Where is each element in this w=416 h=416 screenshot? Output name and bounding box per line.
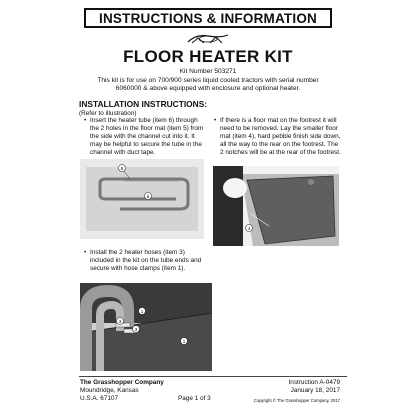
callout-label: 5 bbox=[120, 166, 124, 171]
installation-heading: INSTALLATION INSTRUCTIONS: bbox=[79, 99, 208, 109]
footrest-mat-photo bbox=[213, 166, 339, 246]
kit-number: Kit Number 503271 bbox=[179, 68, 237, 75]
document-date: January 18, 2017 bbox=[290, 387, 340, 394]
company-city: Moundridge, Kansas bbox=[80, 387, 139, 394]
footer-divider bbox=[79, 376, 347, 377]
bullet-icon: • bbox=[84, 249, 87, 256]
callout-label: 1 bbox=[140, 309, 144, 314]
step-item bbox=[84, 117, 208, 157]
step-item bbox=[84, 249, 208, 273]
document-banner: INSTRUCTIONS & INFORMATION bbox=[84, 8, 332, 28]
intro-paragraph: This kit is for use on 700/900 series liquid cooled tractors with serial number 6060000 & above equipped with enclosure and optional heater. bbox=[97, 77, 319, 92]
heater-hoses-photo bbox=[80, 283, 212, 371]
refer-note: (Refer to illustration) bbox=[79, 110, 137, 117]
heater-tube-photo bbox=[80, 159, 204, 239]
company-name: The Grasshopper Company bbox=[80, 379, 164, 386]
step-text: Insert the heater tube (item 6) through the 2 holes in the floor mat (item 5) from the side with the channel cut into it. It may be helpful to secure the tube in the channel with duct tape. bbox=[90, 117, 204, 156]
step-text: If there is a floor mat on the footrest it will need to be removed. Lay the smaller floor mat (item 4), hard pebble finish side down, all the way to the rear on the footrest. The 2 notches will be at the rear of the footrest. bbox=[220, 117, 341, 156]
callout-label: 3 bbox=[134, 327, 138, 332]
callout-label: 1 bbox=[182, 339, 186, 344]
step-text: Install the 2 heater hoses (item 3) included in the kit on the tube ends and secure with hose clamps (item 1). bbox=[90, 249, 202, 272]
instruction-number: Instruction A-0479 bbox=[288, 379, 340, 386]
step-item bbox=[214, 117, 342, 157]
bullet-icon: • bbox=[84, 117, 87, 124]
copyright-notice: Copyright © The Grasshopper Company, 2017 bbox=[253, 398, 340, 403]
callout-label: 4 bbox=[247, 226, 251, 231]
page-number: Page 1 of 3 bbox=[178, 395, 211, 402]
callout-label: 6 bbox=[146, 194, 150, 199]
grasshopper-logo-icon bbox=[186, 32, 230, 46]
page-title: FLOOR HEATER KIT bbox=[123, 47, 293, 66]
bullet-icon: • bbox=[214, 117, 217, 124]
company-country: U.S.A. 67107 bbox=[80, 395, 119, 402]
callout-label: 3 bbox=[118, 319, 122, 324]
